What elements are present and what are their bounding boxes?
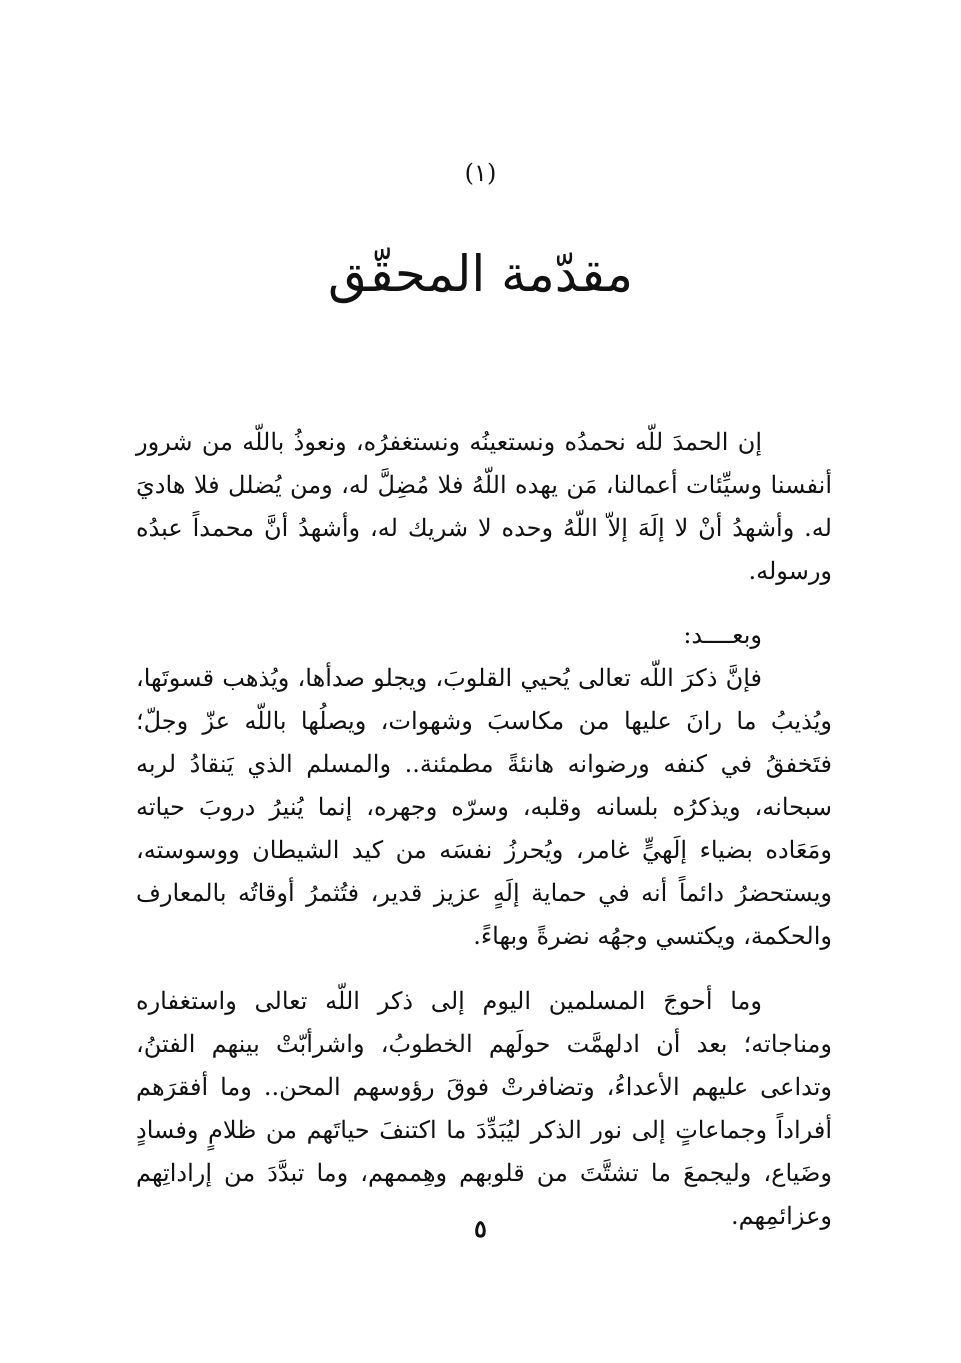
- paragraph-opening-praise: [136, 421, 832, 593]
- paragraph-transition: [136, 614, 832, 657]
- paragraph-text: فإنَّ ذكرَ اللّه تعالى يُحيي القلوبَ، ويجلو صدأها، ويُذهب قسوتَها، ويُذيبُ ما رانَ عليها من مكاسبَ وشهوات، ويصلُها باللّه عزّ وجلّ؛ فتَخفقُ في كنفه ورضوانه هانئةً مطمئنة.. والمسلم الذي يَنقادُ لربه سبحانه، ويذكرُه بلسانه وقلبه، وسرّه وجهره، إنما يُنيرُ دروبَ حياته ومَعَاده بضياء إلَهيٍّ غامر، ويُحرزُ نفسَه من كيد الشيطان ووسوسته، ويستحضرُ دائماً أنه في حماية إلَهٍ عزيز قدير، فتُثمرُ أوقاتُه بالمعارف والحكمة، ويكتسي وجهُه نضرةً وبهاءً.: [136, 664, 833, 950]
- paragraph-text: وما أحوجَ المسلمين اليوم إلى ذكر اللّه تعالى واستغفاره ومناجاته؛ بعد أن ادلهمَّت حولَهم الخطوبُ، واشرأبّتْ بينهم الفتنُ، وتداعى عليهم الأعداءُ، وتضافرتْ فوقَ رؤوسهم المحن.. وما أفقرَهم أفراداً وجماعاتٍ إلى نور الذكر ليُبَدِّدَ ما اكتنفَ حياتَهم من ظلامٍ وفسادٍ وضَياع، وليجمعَ ما تشتَّتَ من قلوبهم وهِممهم، وما تبدَّدَ من إراداتِهم وعزائمِهم.: [136, 987, 832, 1230]
- chapter-title: مقدّمة المحقّق: [327, 244, 634, 303]
- paragraph-text: إن الحمدَ للّه نحمدُه ونستعينُه ونستغفرُه، ونعوذُ باللّه من شرور أنفسنا وسيِّئات أعمالنا، مَن يهده اللّهُ فلا مُضِلَّ له، ومن يُضلل فلا هاديَ له. وأشهدُ أنْ لا إلَهَ إلاّ اللّهُ وحده لا شريك له، وأشهدُ أنَّ محمداً عبدُه ورسوله.: [136, 428, 832, 585]
- paragraph-dhikr-virtue: [136, 657, 832, 958]
- paragraph-text: وبعــــد:: [683, 621, 762, 649]
- paragraph-muslims-need: [136, 980, 832, 1238]
- section-number: (١): [464, 159, 497, 187]
- page-number: ٥: [474, 1214, 487, 1243]
